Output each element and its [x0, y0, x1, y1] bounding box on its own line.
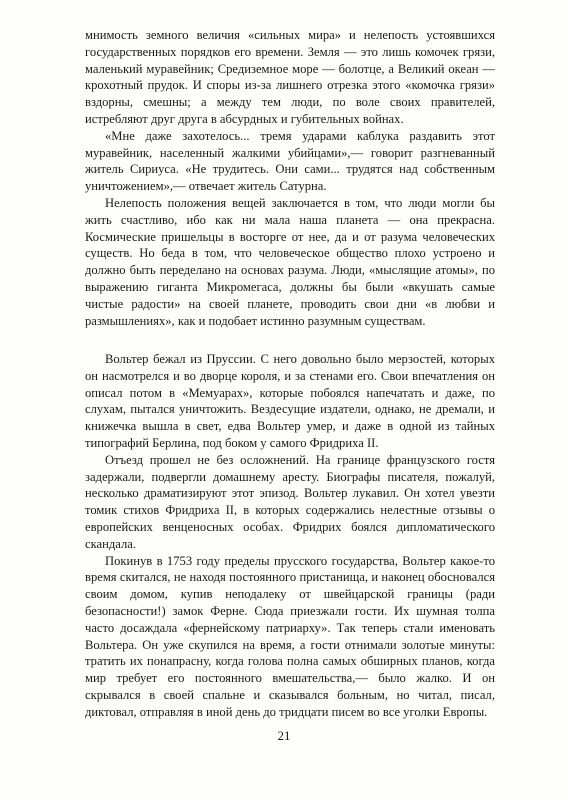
paragraph: Отъезд прошел не без осложнений. На границе французского гостя задержали, подвергли домашнему аресту. Биографы писателя, пожалуй, несколько драматизируют этот эпизод. Вольтер лукавил. Он хотел увезти томик стихов Фридриха II, в которых содержались нелестные отзывы о европейских венценосных особах. Фридрих боялся дипломатического скандала.	[85, 452, 495, 551]
text-section-micromegas	[85, 27, 495, 329]
paragraph: Вольтер бежал из Пруссии. С него довольно было мерзостей, которых он насмотрелся и во дворце короля, и за стенами его. Свои впечатления он описал потом в «Мемуарах», которые побоялся напечатать и даже, по слухам, пытался уничтожить. Вездесущие издатели, однако, не дремали, и книжечка вышла в свет, едва Вольтер умер, и даже в одной из тайных типографий Берлина, под боком у самого Фридриха II.	[85, 352, 495, 450]
paragraph: Покинув в 1753 году пределы прусского государства, Вольтер какое-то время скитался, не находя постоянного пристанища, и наконец обосновался своим домом, купив неподалеку от швейцарской границы (ради безопасности!) замок Ферне. Сюда приезжали гости. Их шумная толпа часто досаждала «фернейскому патриарху». Так теперь стали именовать Вольтера. Он уже скупился на время, а гости отнимали золотые минуты: тратить их понапрасну, когда голова полна самых обширных планов, когда мир требует его постоянного вмешательства,— было жалко. И он скрывался в своей спальне и сказывался больным, но читал, писал, диктовал, отправляя в иной день до тридцати писем во все уголки Европы.	[85, 553, 495, 719]
paragraph: «Мне даже захотелось... тремя ударами каблука раздавить этот муравейник, населенный жалкими убийцами»,— говорит разгневанный житель Сириуса. «Не трудитесь. Они сами... трудятся над собственным уничтожением»,— отвечает житель Сатурна.	[85, 128, 495, 194]
page-number: 21	[277, 728, 291, 743]
paragraph: Нелепость положения вещей заключается в том, что люди могли бы жить счастливо, ибо как ни мала наша планета — она прекрасна. Космические пришельцы в восторге от нее, да и от разума человеческих существ. Но беда в том, что человеческое общество плохо устроено и должно быть переделано на основах разума. Люди, «мыслящие атомы», по выражению гиганта Микромегаса, должны бы были «вкушать самые чистые радости» на своей планете, проводить свои дни «в любви и размышлениях», как и подобает истинно разумным существам.	[85, 195, 495, 328]
text-section-prussia	[85, 351, 495, 721]
paragraph: мнимость земного величия «сильных мира» и нелепость устоявшихся государственных порядков его времени. Земля — это лишь комочек грязи, маленький муравейник; Средиземное море — болотце, а Великий океан — крохотный прудок. И споры из-за лишнего отрезка этого «комочка грязи» вздорны, смешны; а между тем люди, по воле своих правителей, истребляют друг друга в абсурдных и губительных войнах.	[85, 28, 495, 126]
